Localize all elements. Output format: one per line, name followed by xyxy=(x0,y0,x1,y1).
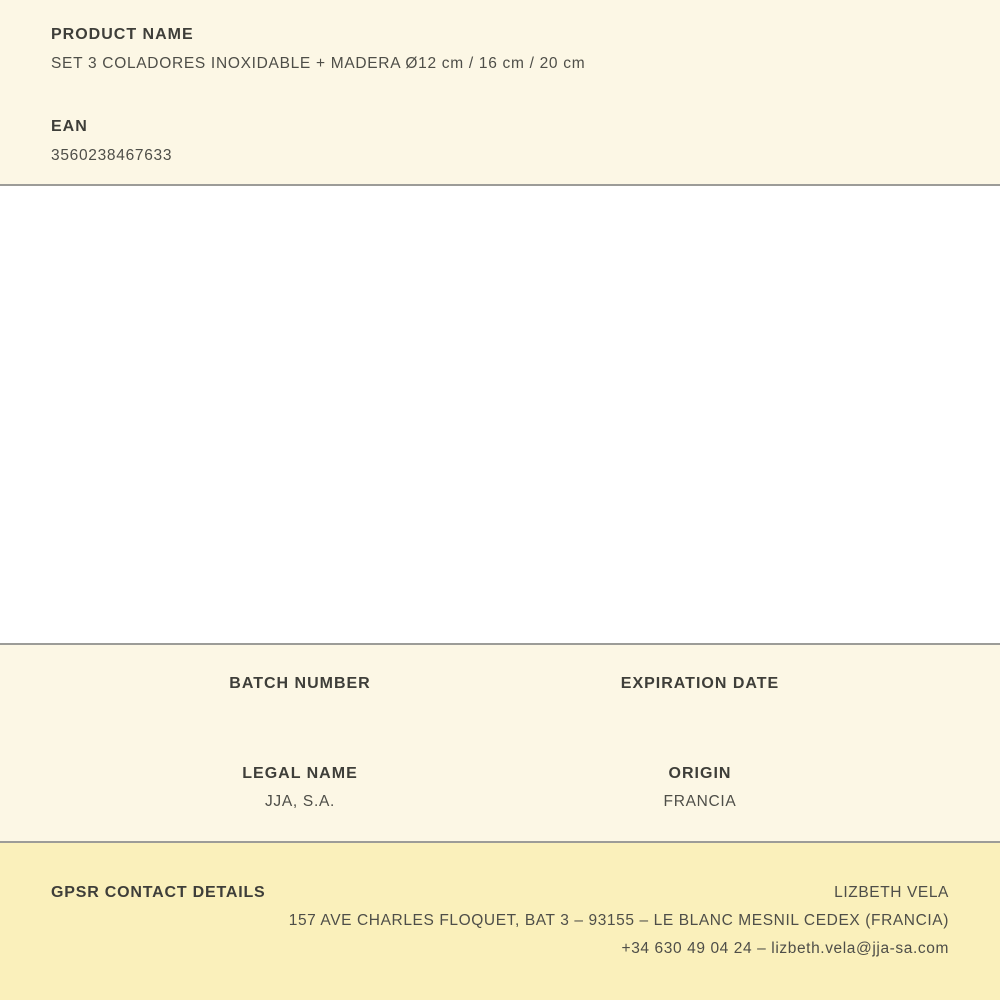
product-identity-section xyxy=(0,0,1000,186)
origin-value: FRANCIA xyxy=(663,793,737,810)
legal-name-value: JJA, S.A. xyxy=(264,793,336,810)
ean-value: 3560238467633 xyxy=(51,147,173,164)
origin-field xyxy=(500,765,900,811)
ean-label: EAN xyxy=(51,118,88,135)
product-image-area xyxy=(0,186,1000,645)
expiration-date-field xyxy=(500,675,900,765)
product-name-value: SET 3 COLADORES INOXIDABLE + MADERA Ø12 cm / 16 cm / 20 cm xyxy=(51,55,586,72)
batch-number-label: BATCH NUMBER xyxy=(229,675,371,692)
expiration-date-value xyxy=(500,703,900,721)
expiration-date-label: EXPIRATION DATE xyxy=(620,675,780,692)
gpsr-contact-section xyxy=(0,843,1000,1000)
product-name-label: PRODUCT NAME xyxy=(51,26,194,43)
batch-origin-section xyxy=(0,645,1000,843)
contact-phone-email: +34 630 49 04 24 – lizbeth.vela@jja-sa.com xyxy=(621,940,949,957)
contact-address: 157 AVE CHARLES FLOQUET, BAT 3 – 93155 – LE BLANC MESNIL CEDEX (FRANCIA) xyxy=(288,912,949,929)
batch-origin-grid xyxy=(100,675,900,811)
gpsr-contact-label: GPSR CONTACT DETAILS xyxy=(51,884,266,901)
batch-number-field xyxy=(100,675,500,765)
product-name-field xyxy=(51,26,949,73)
ean-field xyxy=(51,118,949,165)
batch-number-value xyxy=(100,703,500,721)
legal-name-label: LEGAL NAME xyxy=(242,765,358,782)
contact-name: LIZBETH VELA xyxy=(834,884,949,901)
gpsr-header-row xyxy=(51,879,949,907)
origin-label: ORIGIN xyxy=(668,765,732,782)
legal-name-field xyxy=(100,765,500,811)
